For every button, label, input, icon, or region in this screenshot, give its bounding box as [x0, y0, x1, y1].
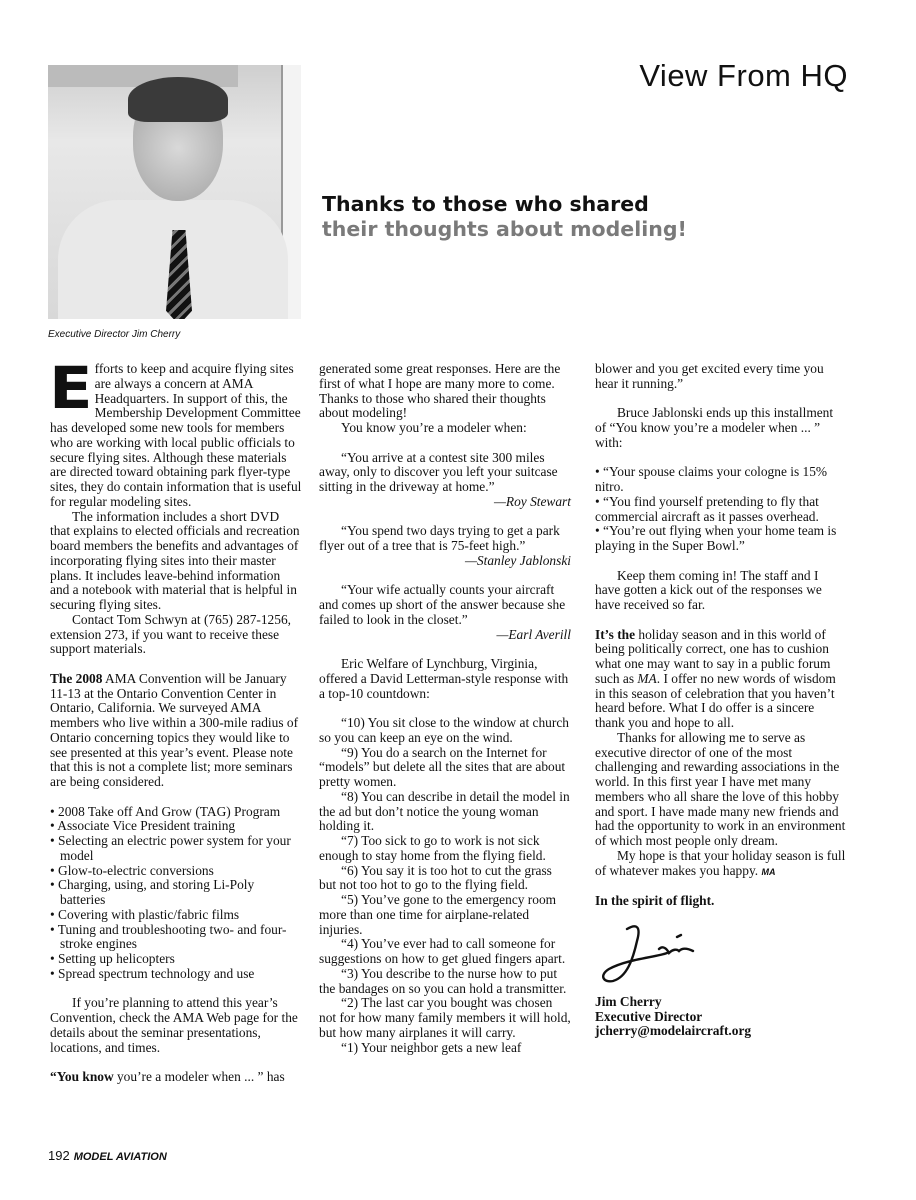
paragraph: “You know you’re a modeler when ... ” has [50, 1069, 285, 1084]
paragraph: Contact Tom Schwyn at (765) 287-1256, extension 273, if you want to receive these support materials. [50, 611, 291, 657]
paragraph: Eric Welfare of Lynchburg, Virginia, offered a David Letterman-style response with a top-10 countdown: [319, 656, 569, 701]
attribution: —Roy Stewart [494, 493, 571, 509]
list-item: • 2008 Take off And Grow (TAG) Program [50, 803, 281, 819]
magazine-name: MODEL AVIATION [73, 1151, 167, 1163]
headline [322, 192, 687, 242]
list-item: • “You find yourself pretending to fly that commercial aircraft as it passes overhead. [595, 493, 819, 524]
signer-name: Jim Cherry [595, 993, 662, 1009]
portrait-photo [48, 65, 301, 319]
page-number: 192 [48, 1148, 70, 1163]
closing: In the spirit of flight. [595, 893, 715, 908]
paragraph: The information includes a short DVD that explains to elected officials and recreation board members the benefits and advantages of incorporating flying sites into their master plans. It includes leave-behind information and a notebook with material that is helpful in securing flying sites. [50, 508, 300, 612]
signer-title: Executive Director [595, 1008, 703, 1024]
attribution: —Earl Averill [496, 626, 571, 642]
list-item: “9) You do a search on the Internet for “models” but delete all the sites that are about pretty women. [319, 744, 566, 789]
quote: “You arrive at a contest site 300 miles away, only to discover you left your suitcase sitting in the driveway at home.” [319, 449, 558, 494]
headline-line-2: their thoughts about modeling! [322, 217, 687, 241]
list-item: • Glow-to-electric conversions [50, 862, 214, 878]
paragraph: My hope is that your holiday season is full of whatever makes you happy. MA [595, 847, 846, 878]
list-item: • Spread spectrum technology and use [50, 965, 255, 981]
paragraph: Keep them coming in! The staff and I have gotten a kick out of the responses we have received so far. [595, 567, 822, 612]
attribution: —Stanley Jablonski [465, 552, 571, 568]
column-1 [49, 354, 302, 1085]
seminar-list [50, 805, 302, 982]
list-item: “1) Your neighbor gets a new leaf [341, 1039, 522, 1055]
list-item: • Setting up helicopters [50, 951, 175, 966]
signer-email[interactable]: jcherry@modelaircraft.org [595, 1023, 752, 1039]
list-item: “5) You’ve gone to the emergency room more than one time for airplane-related injuries. [319, 892, 557, 937]
paragraph: It’s the holiday season and in this world of being politically correct, one has to cushion what one may want to say in a public forum such as MA. I offer no new words of wisdom in this season of celebration that you haven’t heard before. What I do offer is a sincere thank you and hope to all. [595, 626, 836, 730]
list-item: “10) You sit close to the window at church so you can keep an eye on the wind. [319, 715, 569, 745]
paragraph: generated some great responses. Here are the first of what I hope are many more to come. Thanks to those who shared their thoughts about modeling! [319, 361, 561, 421]
list-item: • Selecting an electric power system for your model [50, 833, 291, 863]
paragraph: Thanks for allowing me to serve as executive director of one of the most challenging and rewarding associations in the world. In this first year I have met many members who all share the love of this hobby and sport. I have made many new friends and had the opportunity to work in an environment of which most people only dream. [595, 729, 846, 848]
list-item: “4) You’ve ever had to call someone for suggestions on how to get glued fingers apart. [319, 936, 566, 966]
list-item: “6) You say it is too hot to cut the grass but not too hot to go to the flying field. [319, 862, 552, 893]
top-10-list [319, 716, 571, 1055]
list-item: • “Your spouse claims your cologne is 15% nitro. [595, 464, 828, 494]
list-item: • Covering with plastic/fabric films [50, 906, 240, 922]
paragraph: The 2008 AMA Convention will be January 11-13 at the Ontario Convention Center in Ontario, California. We surveyed AMA members who live within a 300-mile radius of Ontario concerning topics they would like to see presented at this year’s event. Please note that this is not a complete list; more seminars are being considered. [50, 670, 299, 789]
list-item: “3) You describe to the nurse how to put the bandages on so you can hold a transmitter. [319, 965, 567, 996]
list-item: • Charging, using, and storing Li-Poly batteries [50, 877, 255, 907]
page-footer [48, 1148, 167, 1163]
paragraph: fforts to keep and acquire flying sites are always a concern at AMA Headquarters. In support of this, the Membership Development Committee has developed some new tools for members who are working with local public officials to secure flying sites. Although these materials are directed toward obtaining park flyer-type sites, they do contain information that is useful for regular modeling sites. [50, 361, 302, 509]
paragraph: You know you’re a modeler when: [341, 420, 527, 435]
signature [597, 919, 847, 991]
photo-caption: Executive Director Jim Cherry [48, 329, 181, 340]
list-item: “2) The last car you bought was chosen not for how many family members it will hold, but how many airplanes it will carry. [319, 995, 571, 1040]
section-title: View From HQ [639, 58, 848, 93]
quote-list [595, 465, 847, 554]
paragraph: blower and you get excited every time you hear it running.” [595, 361, 824, 391]
list-item: “8) You can describe in detail the model in the ad but don’t notice the young woman holding it. [319, 788, 570, 834]
paragraph: If you’re planning to attend this year’s Convention, check the AMA Web page for the details about the seminar presentations, locations, and times. [50, 995, 298, 1055]
list-item: • Tuning and troubleshooting two- and four-stroke engines [50, 921, 287, 952]
headline-line-1: Thanks to those who shared [322, 192, 649, 216]
quote: “You spend two days trying to get a park flyer out of a tree that is 75-feet high.” [319, 523, 560, 553]
paragraph: Bruce Jablonski ends up this installment of “You know you’re a modeler when ... ” with: [595, 405, 834, 450]
column-2 [319, 362, 571, 1055]
list-item: • Associate Vice President training [50, 818, 236, 834]
drop-cap: E [49, 354, 93, 422]
end-mark: MA [761, 866, 776, 877]
list-item: • “You’re out flying when your home team is playing in the Super Bowl.” [595, 523, 837, 553]
list-item: “7) Too sick to go to work is not sick enough to stay home from the flying field. [319, 833, 546, 863]
quote: “Your wife actually counts your aircraft and comes up short of the answer because she failed to look in the closet.” [319, 582, 566, 627]
column-3 [595, 362, 847, 1039]
